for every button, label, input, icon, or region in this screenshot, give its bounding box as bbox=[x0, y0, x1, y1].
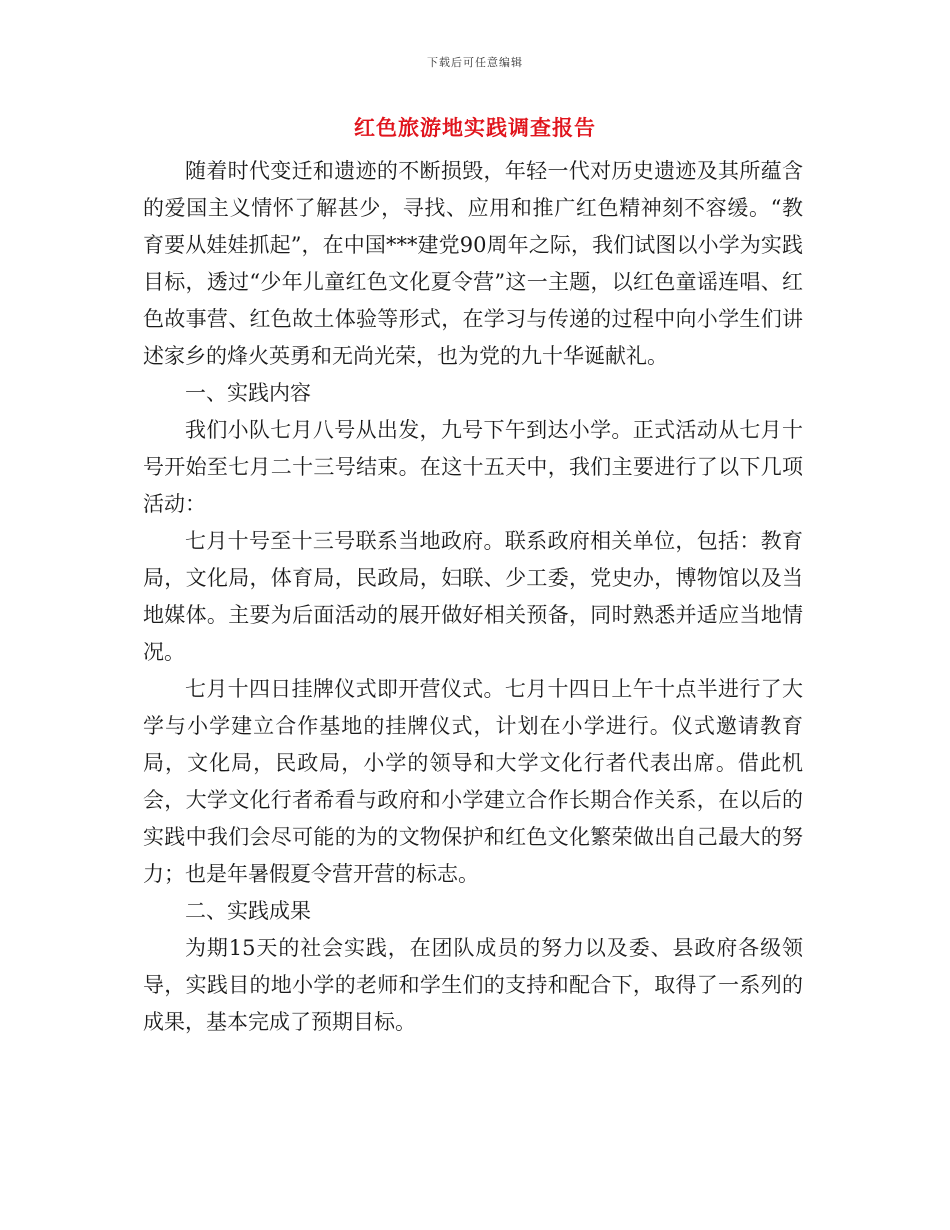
paragraph-contact-government: 七月十号至十三号联系当地政府。联系政府相关单位，包括：教育局，文化局，体育局，民政局，妇联、少工委，党史办，博物馆以及当地媒体。主要为后面活动的展开做好相关预备，同时熟悉并适应当地情况。 bbox=[143, 529, 803, 664]
document-body bbox=[143, 153, 803, 1041]
section-heading-practice-results: 二、实践成果 bbox=[185, 899, 311, 923]
document-title: 红色旅游地实践调查报告 bbox=[354, 115, 596, 140]
paragraph-opening-ceremony: 七月十四日挂牌仪式即开营仪式。七月十四日上午十点半进行了大学与小学建立合作基地的挂牌仪式，计划在小学进行。仪式邀请教育局，文化局，民政局，小学的领导和大学文化行者代表出席。借此机会，大学文化行者希看与政府和小学建立合作长期合作关系，在以后的实践中我们会尽可能的为的文物保护和红色文化繁荣做出自己最大的努力；也是年暑假夏令营开营的标志。 bbox=[143, 677, 803, 886]
paragraph-results: 为期15天的社会实践，在团队成员的努力以及委、县政府各级领导，实践目的地小学的老师和学生们的支持和配合下，取得了一系列的成果，基本完成了预期目标。 bbox=[143, 936, 803, 1034]
header-note: 下载后可任意编辑 bbox=[427, 56, 523, 69]
paragraph-intro: 随着时代变迁和遗迹的不断损毁，年轻一代对历史遗迹及其所蕴含的爱国主义情怀了解甚少，寻找、应用和推广红色精神刻不容缓。“教育要从娃娃抓起”，在中国***建党90周年之际，我们试图以小学为实践目标，透过“少年儿童红色文化夏令营”这一主题，以红色童谣连唱、红色故事营、红色故土体验等形式，在学习与传递的过程中向小学生们讲述家乡的烽火英勇和无尚光荣，也为党的九十华诞献礼。 bbox=[143, 159, 803, 368]
paragraph-schedule: 我们小队七月八号从出发，九号下午到达小学。正式活动从七月十号开始至七月二十三号结束。在这十五天中，我们主要进行了以下几项活动： bbox=[143, 418, 803, 516]
section-heading-practice-content: 一、实践内容 bbox=[185, 381, 311, 405]
